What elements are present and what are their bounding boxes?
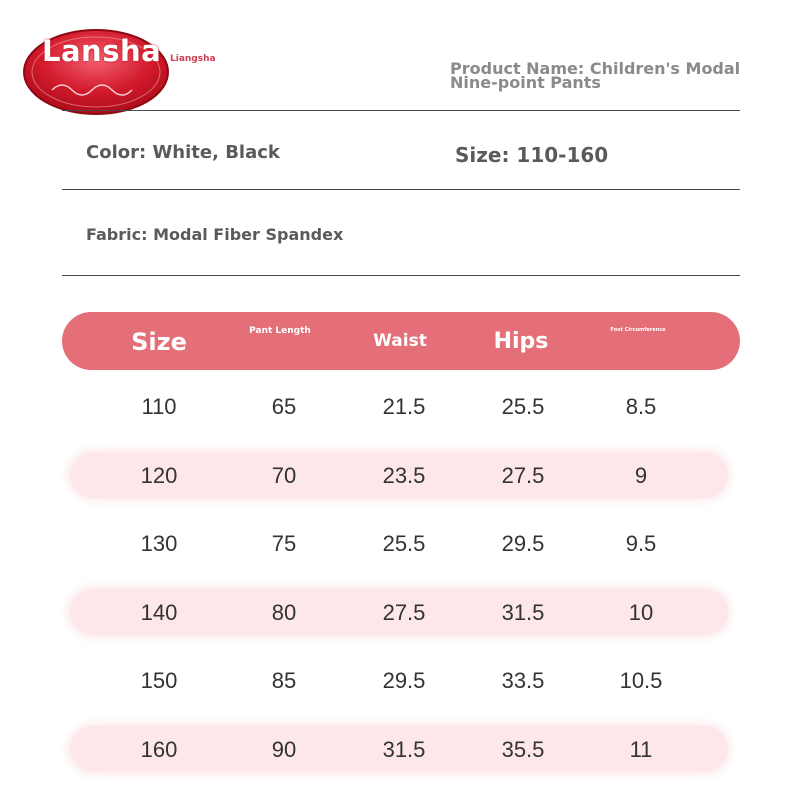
cell-waist: 25.5 bbox=[382, 531, 426, 556]
color-spec: Color: White, Black bbox=[86, 142, 280, 163]
cell-pant-length: 70 bbox=[271, 462, 297, 488]
divider bbox=[62, 275, 740, 276]
size-spec: Size: 110-160 bbox=[455, 143, 609, 167]
header-size: Size bbox=[131, 328, 187, 356]
brand-logo bbox=[22, 28, 216, 112]
header-pant-length: Pant Length bbox=[249, 326, 311, 336]
cell-hips: 33.5 bbox=[501, 668, 545, 693]
fabric-spec: Fabric: Modal Fiber Spandex bbox=[86, 225, 344, 244]
cell-foot-circumference: 10.5 bbox=[619, 668, 663, 693]
cell-pant-length: 80 bbox=[271, 599, 297, 625]
cell-pant-length: 85 bbox=[271, 668, 297, 693]
logo-subtext: Liangsha bbox=[170, 54, 216, 64]
cell-hips: 35.5 bbox=[501, 736, 545, 762]
cell-foot-circumference: 10 bbox=[628, 599, 654, 625]
cell-waist: 21.5 bbox=[382, 394, 426, 419]
cell-size: 160 bbox=[140, 736, 178, 762]
cell-pant-length: 90 bbox=[271, 736, 297, 762]
cell-pant-length: 65 bbox=[271, 394, 297, 419]
cell-foot-circumference: 8.5 bbox=[625, 394, 657, 419]
cell-size: 140 bbox=[140, 599, 178, 625]
cell-hips: 29.5 bbox=[501, 531, 545, 556]
cell-waist: 31.5 bbox=[382, 736, 426, 762]
header-foot-circumference: Foot Circumference bbox=[610, 327, 666, 333]
cell-hips: 31.5 bbox=[501, 599, 545, 625]
cell-size: 110 bbox=[141, 394, 177, 419]
cell-hips: 25.5 bbox=[501, 394, 545, 419]
divider bbox=[62, 110, 740, 111]
divider bbox=[62, 189, 740, 190]
cell-size: 120 bbox=[140, 462, 178, 488]
cell-hips: 27.5 bbox=[501, 462, 545, 488]
cell-foot-circumference: 11 bbox=[629, 736, 653, 762]
cell-foot-circumference: 9 bbox=[634, 462, 648, 488]
cell-pant-length: 75 bbox=[271, 531, 297, 556]
header-hips: Hips bbox=[493, 329, 549, 354]
logo-wordmark: Lansha bbox=[42, 34, 162, 68]
cell-waist: 29.5 bbox=[382, 668, 426, 693]
size-table-header bbox=[62, 312, 740, 370]
cell-waist: 23.5 bbox=[382, 462, 426, 488]
cell-foot-circumference: 9.5 bbox=[625, 531, 657, 556]
product-name: Product Name: Children's Modal Nine-point Pants bbox=[450, 59, 741, 92]
cell-size: 150 bbox=[140, 668, 178, 693]
cell-size: 130 bbox=[140, 531, 178, 556]
cell-waist: 27.5 bbox=[382, 599, 426, 625]
header-waist: Waist bbox=[373, 331, 427, 351]
